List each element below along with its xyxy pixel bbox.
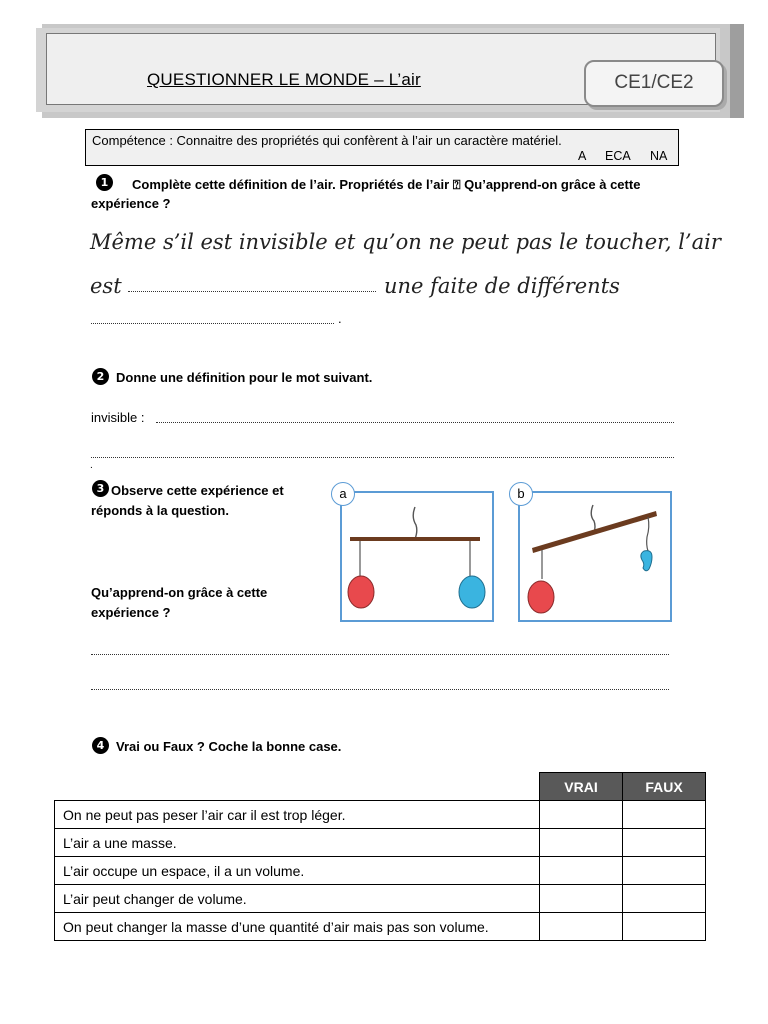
experiment-label-b: b bbox=[509, 482, 533, 506]
stick bbox=[350, 537, 480, 541]
red-balloon bbox=[528, 581, 554, 613]
end-dot-q2: . bbox=[90, 460, 93, 471]
level-a: A bbox=[578, 149, 587, 163]
question-2-number: 2 bbox=[92, 368, 109, 385]
deflated-blue-balloon bbox=[641, 551, 652, 571]
column-faux: FAUX bbox=[623, 773, 706, 801]
table-row bbox=[55, 829, 706, 857]
checkbox-vrai-2[interactable] bbox=[540, 829, 623, 857]
blue-balloon bbox=[459, 576, 485, 608]
answer-line-q2a[interactable] bbox=[156, 422, 674, 423]
hanging-string bbox=[591, 505, 595, 533]
competence-box bbox=[85, 129, 679, 166]
checkbox-faux-4[interactable] bbox=[623, 885, 706, 913]
question-4-number: 4 bbox=[92, 737, 109, 754]
header-shadow-edge bbox=[730, 24, 744, 118]
experiment-image-b bbox=[518, 491, 672, 622]
checkbox-faux-3[interactable] bbox=[623, 857, 706, 885]
answer-line-q3a[interactable] bbox=[91, 654, 669, 655]
experiment-image-a bbox=[340, 491, 494, 622]
question-1-line2: expérience ? bbox=[91, 196, 171, 211]
level-badge: CE1/CE2 bbox=[584, 60, 724, 107]
invisible-label: invisible : bbox=[91, 410, 145, 425]
page-title: QUESTIONNER LE MONDE – L’air bbox=[147, 70, 421, 89]
cursive-sentence-mid: une faite de différents bbox=[384, 274, 620, 298]
table-header-row bbox=[55, 773, 706, 801]
statement-1: On ne peut pas peser l’air car il est trop léger. bbox=[55, 801, 540, 829]
checkbox-faux-5[interactable] bbox=[623, 913, 706, 941]
right-string bbox=[647, 517, 649, 551]
question-1-line1: Complète cette définition de l’air. Propriétés de l’air ⍰ Qu’apprend-on grâce à cette bbox=[132, 177, 641, 192]
statement-5: On peut changer la masse d’une quantité d’air mais pas son volume. bbox=[55, 913, 540, 941]
cursive-sentence-line1: Même s’il est invisible et qu’on ne peut pas le toucher, l’air bbox=[90, 230, 721, 254]
checkbox-vrai-1[interactable] bbox=[540, 801, 623, 829]
cursive-est: est bbox=[90, 274, 122, 298]
experiment-label-a: a bbox=[331, 482, 355, 506]
level-eca: ECA bbox=[605, 149, 631, 163]
table-row bbox=[55, 857, 706, 885]
answer-line-q3b[interactable] bbox=[91, 689, 669, 690]
red-balloon bbox=[348, 576, 374, 608]
question-3-sub-line2: expérience ? bbox=[91, 605, 171, 620]
answer-line-q1b[interactable] bbox=[91, 323, 334, 324]
table-row bbox=[55, 801, 706, 829]
question-4-text: Vrai ou Faux ? Coche la bonne case. bbox=[116, 739, 342, 754]
unbalanced-balloons-illustration bbox=[520, 493, 670, 620]
checkbox-faux-2[interactable] bbox=[623, 829, 706, 857]
level-na: NA bbox=[650, 149, 668, 163]
end-dot-q1: . bbox=[338, 311, 342, 326]
table-row bbox=[55, 885, 706, 913]
balanced-balloons-illustration bbox=[342, 493, 492, 620]
checkbox-vrai-4[interactable] bbox=[540, 885, 623, 913]
checkbox-vrai-3[interactable] bbox=[540, 857, 623, 885]
checkbox-faux-1[interactable] bbox=[623, 801, 706, 829]
competence-text: Compétence : Connaitre des propriétés qui confèrent à l’air un caractère matériel. bbox=[92, 133, 562, 148]
statement-4: L’air peut changer de volume. bbox=[55, 885, 540, 913]
question-3-line1: Observe cette expérience et bbox=[111, 483, 284, 498]
column-vrai: VRAI bbox=[540, 773, 623, 801]
question-1-number: 1 bbox=[96, 174, 113, 191]
answer-line-q2b[interactable] bbox=[91, 457, 674, 458]
answer-line-q1a[interactable] bbox=[128, 291, 376, 292]
statement-2: L’air a une masse. bbox=[55, 829, 540, 857]
header-blank-cell bbox=[55, 773, 540, 801]
question-2-text: Donne une définition pour le mot suivant. bbox=[116, 370, 373, 385]
true-false-table bbox=[54, 772, 706, 941]
hanging-string bbox=[413, 507, 417, 539]
statement-3: L’air occupe un espace, il a un volume. bbox=[55, 857, 540, 885]
table-row bbox=[55, 913, 706, 941]
question-3-sub-line1: Qu’apprend-on grâce à cette bbox=[91, 585, 268, 600]
checkbox-vrai-5[interactable] bbox=[540, 913, 623, 941]
question-3-number: 3 bbox=[92, 480, 109, 497]
tilted-stick bbox=[532, 511, 657, 553]
question-3-line2: réponds à la question. bbox=[91, 503, 229, 518]
